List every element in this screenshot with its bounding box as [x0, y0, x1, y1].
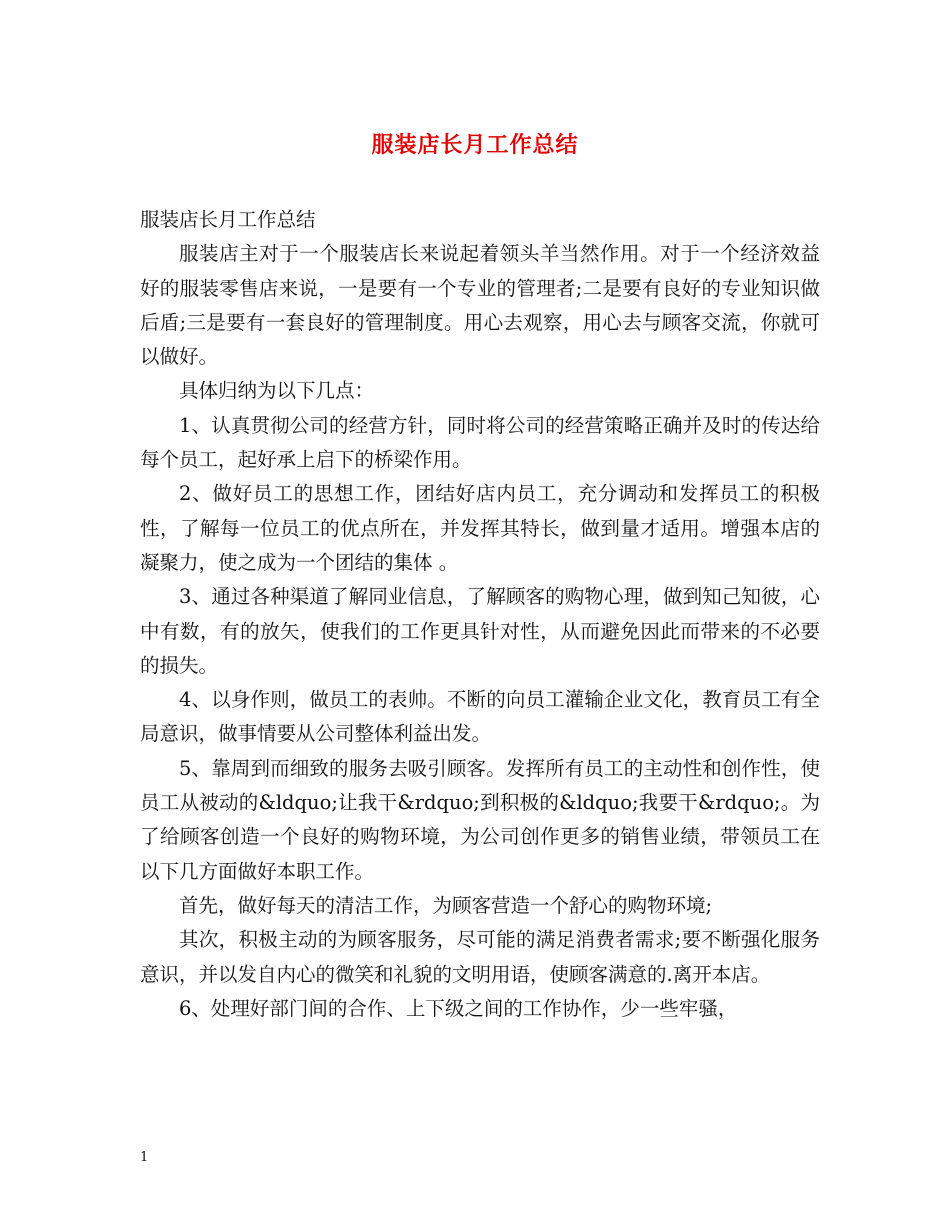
- page-number: 1: [140, 1150, 149, 1165]
- paragraph-point-2: 2、做好员工的思想工作，团结好店内员工，充分调动和发挥员工的积极性，了解每一位员工的优点所在，并发挥其特长，做到量才适用。增强本店的凝聚力，使之成为一个团结的集体 。: [140, 482, 820, 574]
- paragraph-point-6: 6、处理好部门间的合作、上下级之间的工作协作，少一些牢骚，: [179, 996, 738, 1020]
- paragraph-point-4: 4、以身作则，做员工的表帅。不断的向员工灌输企业文化，教育员工有全局意识，做事情要从公司整体利益出发。: [140, 688, 820, 746]
- document-body: [140, 203, 820, 1026]
- paragraph-point-5: 5、靠周到而细致的服务去吸引顾客。发挥所有员工的主动性和创作性，使员工从被动的&ldquo;让我干&rdquo;到积极的&ldquo;我要干&rdquo;。为了给顾客创造一个良好的购物环境，为公司创作更多的销售业绩，带领员工在以下几方面做好本职工作。: [140, 756, 820, 883]
- paragraph-summary-lead: 具体归纳为以下几点：: [179, 379, 375, 403]
- paragraph-second: 其次，积极主动的为顾客服务，尽可能的满足消费者需求;要不断强化服务意识，并以发自内心的微笑和礼貌的文明用语，使顾客满意的.离开本店。: [140, 928, 820, 986]
- document-subtitle: 服装店长月工作总结: [140, 208, 316, 231]
- paragraph-point-1: 1、认真贯彻公司的经营方针，同时将公司的经营策略正确并及时的传达给每个员工，起好承上启下的桥梁作用。: [140, 413, 820, 472]
- document-title: 服装店长月工作总结: [371, 132, 579, 158]
- paragraph-point-3: 3、通过各种渠道了解同业信息，了解顾客的购物心理，做到知己知彼，心中有数，有的放矢，使我们的工作更具针对性，从而避免因此而带来的不必要的损失。: [140, 585, 820, 677]
- paragraph-first: 首先，做好每天的清洁工作，为顾客营造一个舒心的购物环境;: [179, 893, 713, 917]
- paragraph-intro: 服装店主对于一个服装店长来说起着领头羊当然作用。对于一个经济效益好的服装零售店来说，一是要有一个专业的管理者;二是要有良好的专业知识做后盾;三是要有一套良好的管理制度。用心去观察，用心去与顾客交流，你就可以做好。: [140, 242, 820, 369]
